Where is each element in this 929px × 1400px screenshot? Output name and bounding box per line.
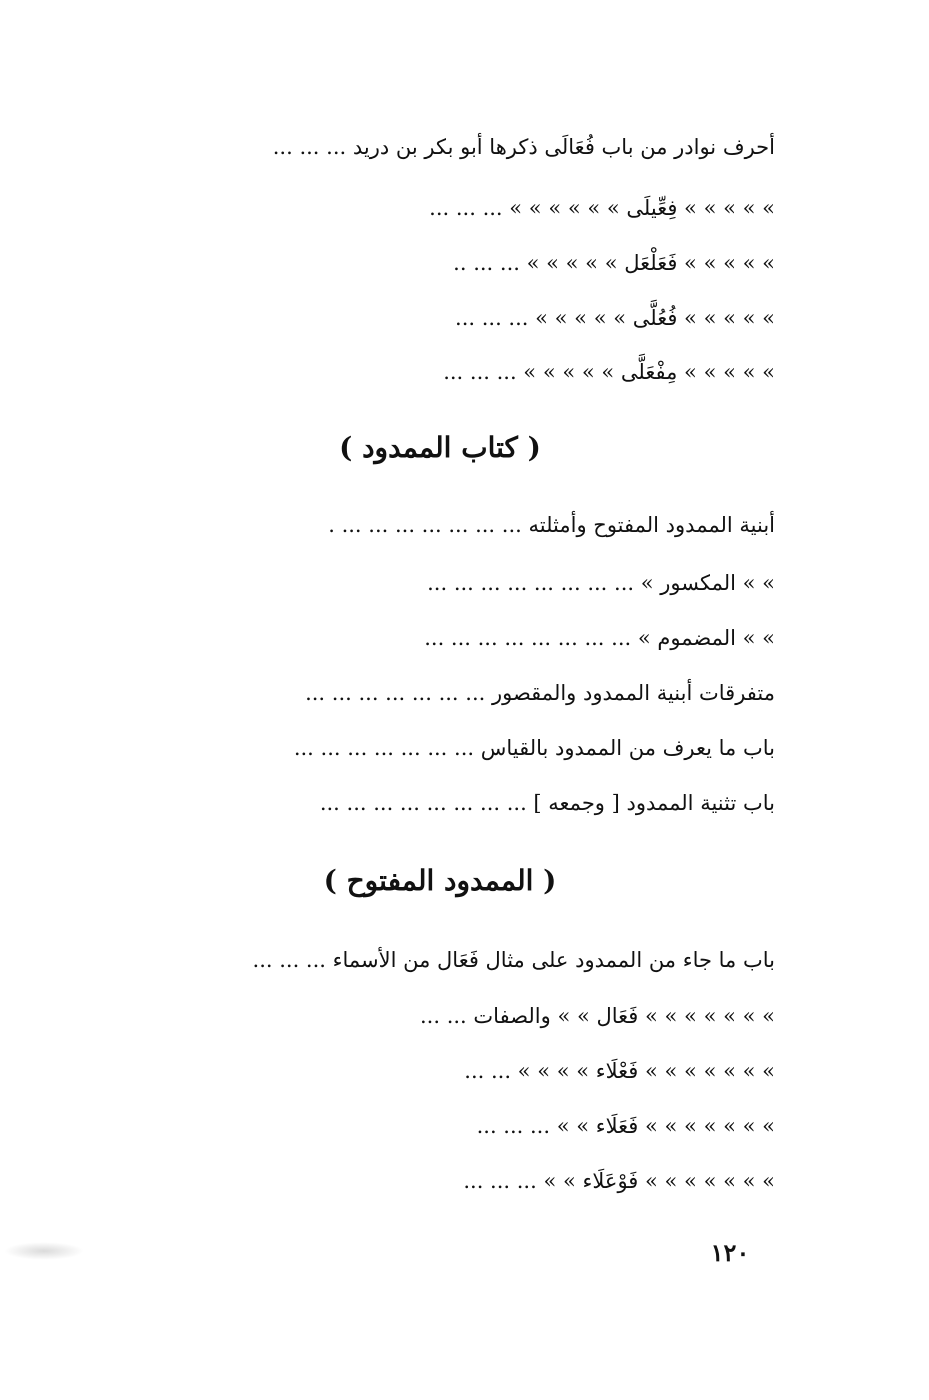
index-line: باب تثنية الممدود [ وجمعه ] ... ... ... ... ... ... ... ... xyxy=(319,791,775,815)
index-line: أبنية الممدود المفتوح وأمثلته ... ... ... ... ... ... ... . xyxy=(328,513,775,537)
index-line: أحرف نوادر من باب فُعَالَى ذكرها أبو بكر بن دريد ... ... ... xyxy=(272,135,775,159)
index-line: » » » » » » » فَعْلَاء » » » » ... ... xyxy=(464,1059,775,1083)
index-line: » » » » » » » فَعَلَاء » » ... ... ... xyxy=(476,1114,775,1138)
index-line: » » » » » » » فَعَال » » والصفات ... ... xyxy=(420,1004,775,1028)
page-number: ١٢٠ xyxy=(710,1238,750,1267)
index-line: » » المكسور » ... ... ... ... ... ... ... ... xyxy=(427,571,775,595)
index-line: » » » » » فُعُلَّى » » » » » ... ... ... xyxy=(455,306,775,330)
section-heading: ( كتاب الممدود ) xyxy=(339,431,541,464)
section-heading: ( الممدود المفتوح ) xyxy=(323,864,557,897)
index-line: » » » » » مِفْعَلَّى » » » » » ... ... ... xyxy=(443,360,775,384)
index-line: باب ما جاء من الممدود على مثال فَعَال من الأسماء ... ... ... xyxy=(252,948,775,972)
index-line: » » » » » » » فَوْعَلَاء » » ... ... ... xyxy=(463,1169,775,1193)
index-line: » » المضموم » ... ... ... ... ... ... ... ... xyxy=(424,626,775,650)
scan-smudge xyxy=(4,1242,84,1260)
index-line: » » » » » فَعَلْعَل » » » » » ... ... .. xyxy=(453,251,775,275)
index-line: متفرقات أبنية الممدود والمقصور ... ... ... ... ... ... ... xyxy=(305,681,775,705)
index-line: » » » » » فِعِّيلَى » » » » » » ... ... ... xyxy=(429,196,775,220)
index-line: باب ما يعرف من الممدود بالقياس ... ... ... ... ... ... ... xyxy=(293,736,775,760)
